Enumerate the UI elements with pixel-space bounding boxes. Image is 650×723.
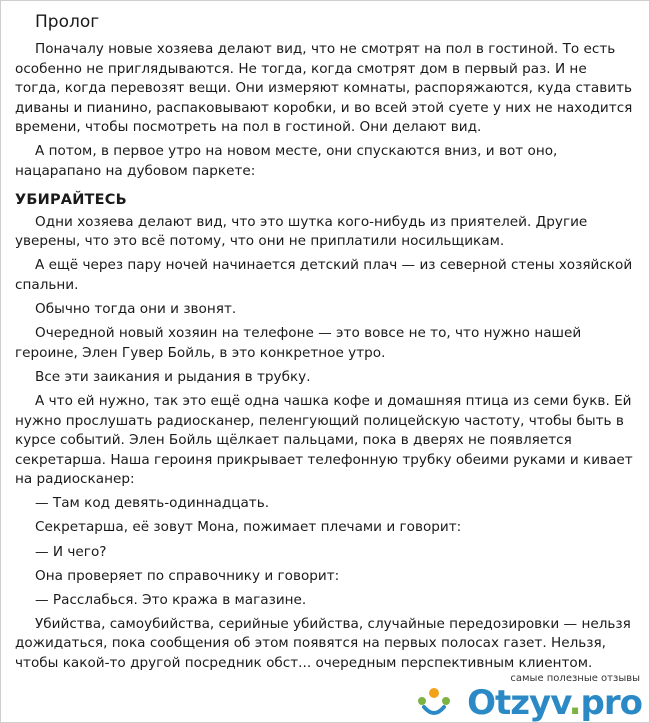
paragraph: Все эти заикания и рыдания в трубку. <box>35 368 311 385</box>
otzyv-watermark <box>414 673 644 721</box>
paragraph: А ещё через пару ночей начинается детский плач — из северной стены хозяйской спальни. <box>15 257 633 293</box>
paragraph: Она проверяет по справочнику и говорит: <box>35 567 340 584</box>
paragraph: — Там код девять-одиннадцать. <box>35 495 270 512</box>
paragraph: — И чего? <box>35 543 107 560</box>
paragraph: А потом, в первое утро на новом месте, они спускаются вниз, и вот оно, нацарапано на дубовом паркете: <box>15 143 558 180</box>
watermark-logo-dot: . <box>568 683 581 723</box>
watermark-logo-icon <box>414 685 454 719</box>
watermark-logo-main: Otzyv <box>467 683 569 723</box>
watermark-tagline: самые полезные отзывы <box>510 673 640 684</box>
section-heading: УБИРАЙТЕСЬ <box>15 191 127 208</box>
paragraph: Очередной новый хозяин на телефоне — это вовсе не то, что нужно нашей героине, Элен Гувер Бойль, в это конкретное утро. <box>15 325 582 361</box>
chapter-title: Пролог <box>35 12 100 32</box>
paragraph: Секретарша, её зовут Мона, пожимает плечами и говорит: <box>35 519 462 536</box>
watermark-logo-tld: pro <box>580 683 642 723</box>
paragraph: А что ей нужно, так это ещё одна чашка кофе и домашняя птица из семи букв. Ей нужно прослушать радиосканер, пеленгующий полицейскую частоту, чтобы быть в курсе событий. Элен Бойль щёлкает пальцами, пока в дверях не появляется секретарша. Наша героиня прикрывает телефонную трубку обеими руками и кивает на радиосканер: <box>15 392 633 488</box>
paragraph: Поначалу новые хозяева делают вид, что не смотрят на пол в гостиной. То есть особенно не приглядываются. Не тогда, когда смотрят дом в первый раз. И не тогда, когда перевозят вещи. Они измеряют комнаты, распоряжаются, куда ставить диваны и пианино, распаковывают коробки, и во всей этой суете у них не находится времени, чтобы посмотреть на пол в гостиной. Они делают вид. <box>15 41 633 136</box>
watermark-logo-text <box>467 683 642 723</box>
paragraph: Обычно тогда они и звонят. <box>35 301 237 318</box>
paragraph: Одни хозяева делают вид, что это шутка кого-нибудь из приятелей. Другие уверены, что это всё потому, что они не приплатили носильщикам. <box>15 213 588 250</box>
paragraph: — Расслабься. Это кража в магазине. <box>35 591 307 608</box>
paragraph: Убийства, самоубийства, серийные убийства, случайные передозировки — нельзя дожидаться, пока сообщения об этом появятся на первых полосах газет. Нельзя, чтобы какой-то другой посредник обст... очередным перспективным клиентом. <box>15 615 631 672</box>
